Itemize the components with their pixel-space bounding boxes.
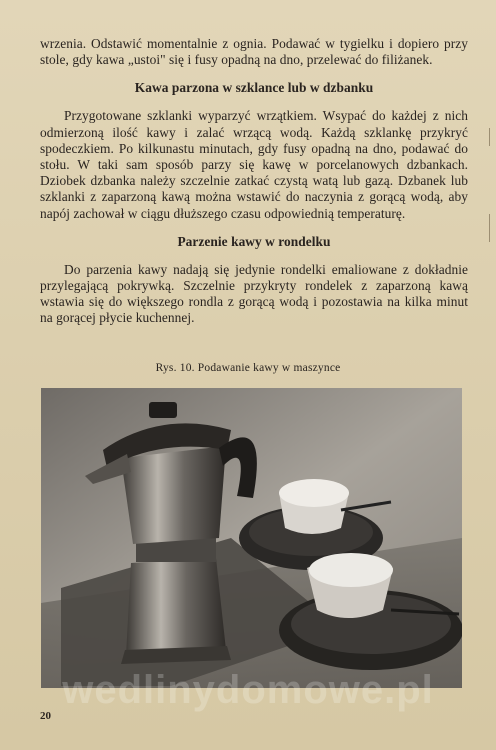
section-body-glass-brew: Przygotowane szklanki wyparzyć wrzątkiem. Wsypać do każdej z nich odmierzoną ilość kawy i zalać wrzącą wodą. Każdą szklankę przykryć spodeczkiem. Po kilkunastu minutach, gdy fusy opadną na dno, podawać do stołu. W taki sam sposób parzy się kawę w porcelanowych dzbankach. Dziobek dzbanka należy szczelnie zatkać czystą watą lub gazą. Dzbanek lub szklanki z zaparzoną kawą można wstawić do naczynia z gorącą wodą, aby napój zachował w ciągu dłuższego czasu odpowiednią temperaturę. — [40, 108, 468, 221]
coffee-machine-photo — [41, 388, 462, 688]
moka-pot-and-cups-illustration — [41, 388, 462, 688]
watermark-logo: wedlinydomowe.pl — [62, 668, 434, 712]
continued-paragraph: wrzenia. Odstawić momentalnie z ognia. Podawać w tygielku i dopiero przy stole, gdy kawa „ustoi" się i fusy opadną na dno, przelewać do filiżanek. — [40, 36, 468, 68]
page-edge-mark — [489, 128, 490, 146]
section-heading-saucepan-brew: Parzenie kawy w rondelku — [177, 233, 331, 249]
section-body-saucepan-brew: Do parzenia kawy nadają się jedynie rondelki emaliowane z dokładnie przylegającą pokrywką. Szczelnie przykryty rondelek z zaparzoną kawą wstawia się do większego rondla z gorącą wodą i pozostawia na kilka minut na gorącej płycie kuchennej. — [40, 261, 468, 326]
page-number: 20 — [40, 710, 51, 722]
figure-caption: Rys. 10. Podawanie kawy w maszynce — [155, 362, 341, 374]
page-edge-mark — [489, 214, 490, 242]
text-block — [40, 36, 468, 327]
section-heading-glass-brew: Kawa parzona w szklance lub w dzbanku — [134, 80, 374, 96]
